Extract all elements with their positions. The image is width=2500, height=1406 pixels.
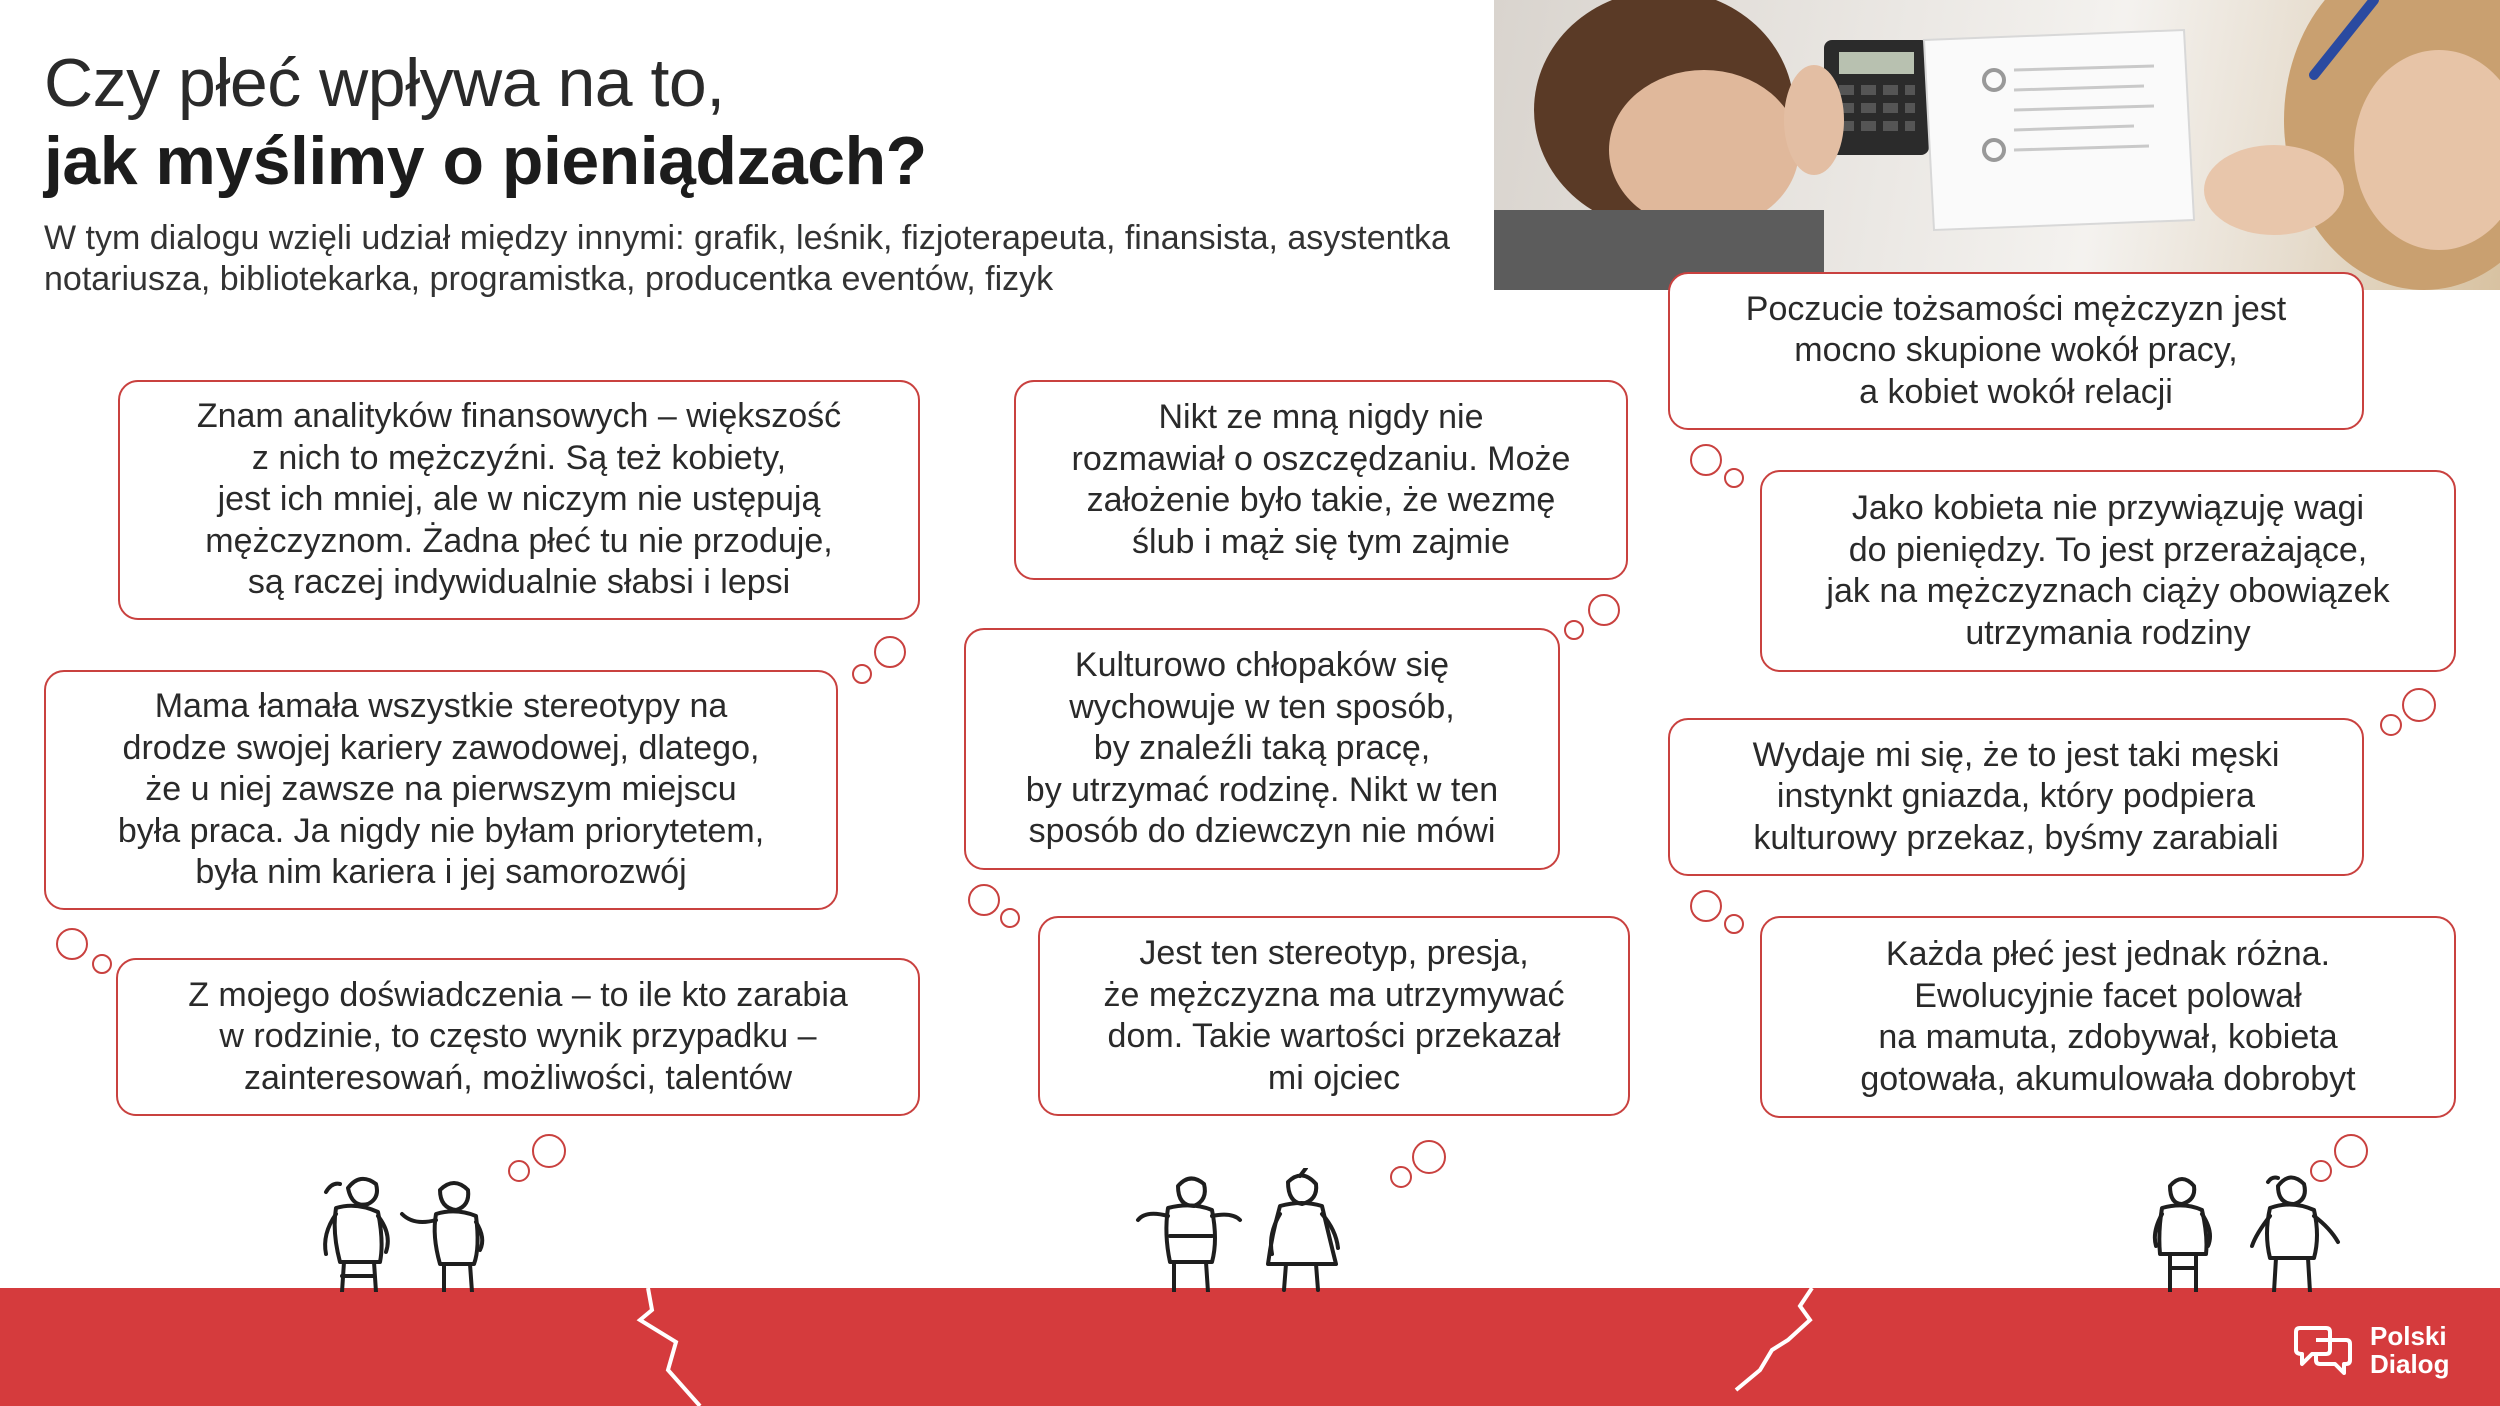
quote-bubble-2: Mama łamała wszystkie stereotypy na drodze swojej kariery zawodowej, dlatego, że u niej zawsze na pierwszym miejscu była praca. Ja nigdy nie byłam priorytetem, była nim kariera i jej samorozwój	[44, 670, 838, 910]
thought-dot	[1724, 914, 1744, 934]
title-line-1: Czy płeć wpływa na to,	[44, 45, 725, 121]
thought-dot	[92, 954, 112, 974]
quote-bubble-8: Jako kobieta nie przywiązuję wagi do pieniędzy. To jest przerażające, jak na mężczyznach ciąży obowiązek utrzymania rodziny	[1760, 470, 2456, 672]
quote-bubble-3: Z mojego doświadczenia – to ile kto zarabia w rodzinie, to często wynik przypadku – zainteresowań, możliwości, talentów	[116, 958, 920, 1116]
thought-dot	[1412, 1140, 1446, 1174]
subtitle: W tym dialogu wzięli udział między innymi: grafik, leśnik, fizjoterapeuta, finansista, asystentka notariusza, bibliotekarka, programistka, producentka eventów, fizyk	[44, 219, 1450, 298]
thought-dot	[1690, 890, 1722, 922]
thought-dot	[56, 928, 88, 960]
thought-dot	[874, 636, 906, 668]
quote-bubble-6: Jest ten stereotyp, presja, że mężczyzna ma utrzymywać dom. Takie wartości przekazał mi ojciec	[1038, 916, 1630, 1116]
quote-bubble-7: Poczucie tożsamości mężczyzn jest mocno skupione wokół pracy, a kobiet wokół relacji	[1668, 272, 2364, 430]
thought-dot	[532, 1134, 566, 1168]
thought-dot	[1390, 1166, 1412, 1188]
people-sketch-icon	[1130, 1168, 1380, 1292]
polski-dialog-logo	[2290, 1322, 2449, 1378]
thought-dot	[1690, 444, 1722, 476]
thought-dot	[852, 664, 872, 684]
thought-dot	[1000, 908, 1020, 928]
quote-bubble-1: Znam analityków finansowych – większość z nich to mężczyźni. Są też kobiety, jest ich mniej, ale w niczym nie ustępują mężczyznom. Żadna płeć tu nie przoduje, są raczej indywidualnie słabsi i lepsi	[118, 380, 920, 620]
thought-dot	[2402, 688, 2436, 722]
thought-dot	[1564, 620, 1584, 640]
people-sketch-icon	[2140, 1168, 2360, 1292]
thought-dot	[1724, 468, 1744, 488]
quote-bubble-5: Kulturowo chłopaków się wychowuje w ten sposób, by znaleźli taką pracę, by utrzymać rodzinę. Nikt w ten sposób do dziewczyn nie mówi	[964, 628, 1560, 870]
quote-bubble-4: Nikt ze mną nigdy nie rozmawiał o oszczędzaniu. Może założenie było takie, że wezmę ślub i mąż się tym zajmie	[1014, 380, 1628, 580]
thought-dot	[2380, 714, 2402, 736]
thought-dot	[1588, 594, 1620, 626]
speech-bubbles-logo-icon	[2290, 1324, 2356, 1376]
ground-cracks	[0, 1280, 2500, 1406]
thought-dot	[2334, 1134, 2368, 1168]
quote-bubble-9: Wydaje mi się, że to jest taki męski instynkt gniazda, który podpiera kulturowy przekaz, byśmy zarabiali	[1668, 718, 2364, 876]
quote-bubble-10: Każda płeć jest jednak różna. Ewolucyjnie facet polował na mamuta, zdobywał, kobieta gotowała, akumulowała dobrobyt	[1760, 916, 2456, 1118]
title-line-2: jak myślimy o pieniądzach?	[44, 123, 927, 199]
people-sketch-icon	[300, 1168, 530, 1292]
header-photo	[1494, 0, 2500, 290]
logo-text: Polski Dialog	[2370, 1321, 2450, 1379]
thought-dot	[968, 884, 1000, 916]
